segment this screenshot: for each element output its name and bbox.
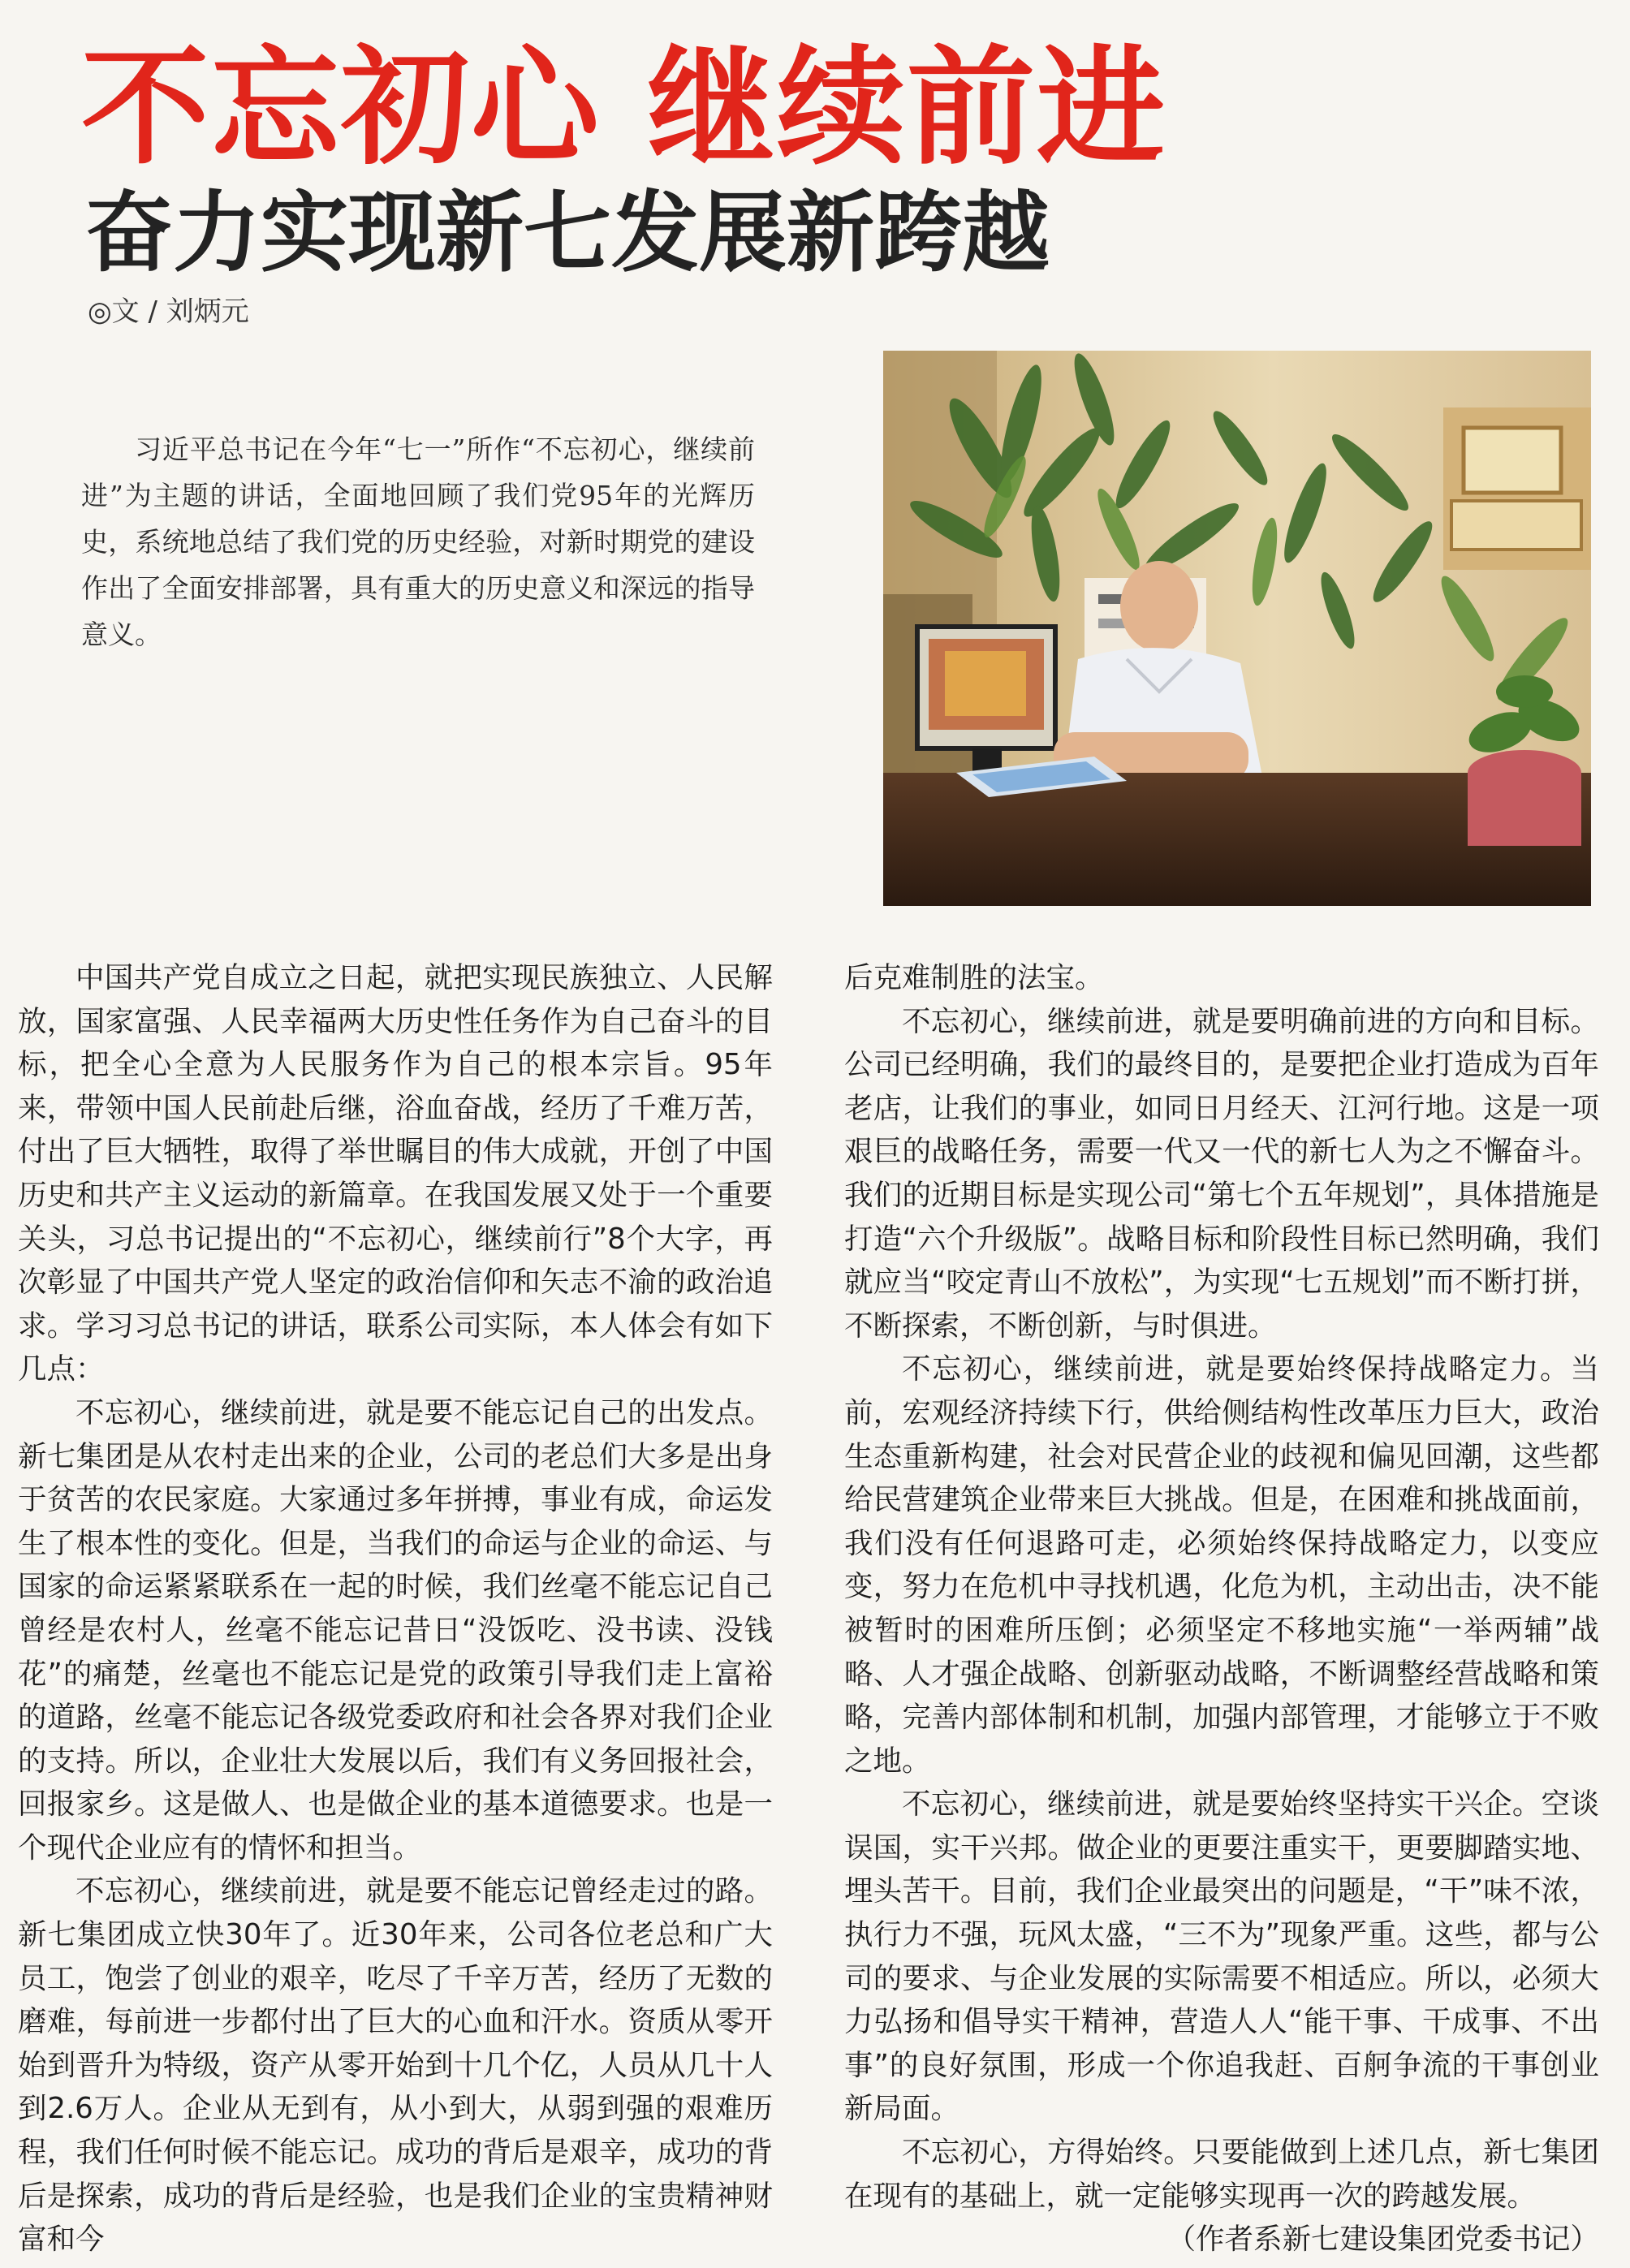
body-paragraph: 中国共产党自成立之日起，就把实现民族独立、人民解放，国家富强、人民幸福两大历史性任务作为自己奋斗的目标，把全心全意为人民服务作为自己的根本宗旨。95年来，带领中国人民前赴后继，浴血奋战，经历了千难万苦，付出了巨大牺牲，取得了举世瞩目的伟大成就，开创了中国历史和共产主义运动的新篇章。在我国发展又处于一个重要关头，习总书记提出的“不忘初心，继续前行”8个大字，再次彰显了中国共产党人坚定的政治信仰和矢志不渝的政治追求。学习习总书记的讲话，联系公司实际，本人体会有如下几点：: [18, 961, 773, 1386]
author-note: （作者系新七建设集团党委书记）: [1166, 2223, 1599, 2257]
body-paragraph: 不忘初心，继续前进，就是要始终坚持实干兴企。空谈误国，实干兴邦。做企业的更要注重实干，更要脚踏实地、埋头苦干。目前，我们企业最突出的问题是，“干”味不浓，执行力不强，玩风太盛，“三不为”现象严重。这些，都与公司的要求、与企业发展的实际需要不相适应。所以，必须大力弘扬和倡导实干精神，营造人人“能干事、干成事、不出事”的良好氛围，形成一个你追我赶、百舸争流的干事创业新局面。: [844, 1787, 1599, 2126]
body-paragraph: 后克难制胜的法宝。: [844, 961, 1104, 994]
body-paragraph: 不忘初心，继续前进，就是要不能忘记曾经走过的路。新七集团成立快30年了。近30年来，公司各位老总和广大员工，饱尝了创业的艰辛，吃尽了千辛万苦，经历了无数的磨难，每前进一步都付出了巨大的心血和汗水。资质从零开始到晋升为特级，资产从零开始到十几个亿，人员从几十人到2.6万人。企业从无到有，从小到大，从弱到强的艰难历程，我们任何时候不能忘记。成功的背后是艰辛，成功的背后是探索，成功的背后是经验，也是我们企业的宝贵精神财富和今: [18, 1874, 773, 2257]
article-body-right-column: [844, 956, 1599, 2262]
article-body-left-column: [18, 956, 773, 2262]
article-subtitle: 奋力实现新七发展新跨越: [85, 183, 1050, 284]
body-paragraph: 不忘初心，方得始终。只要能做到上述几点，新七集团在现有的基础上，就一定能够实现再一次的跨越发展。: [844, 2136, 1599, 2213]
article-byline: ◎文 / 刘炳元: [88, 295, 249, 328]
article-intro: 习近平总书记在今年“七一”所作“不忘初心，继续前进”为主题的讲话，全面地回顾了我们党95年的光辉历史，系统地总结了我们党的历史经验，对新时期党的建设作出了全面安排部署，具有重大的历史意义和深远的指导意义。: [81, 433, 755, 650]
article-title: 不忘初心 继续前进: [81, 33, 1167, 183]
article-photo: [883, 351, 1591, 906]
body-paragraph: 不忘初心，继续前进，就是要始终保持战略定力。当前，宏观经济持续下行，供给侧结构性改革压力巨大，政治生态重新构建，社会对民营企业的歧视和偏见回潮，这些都给民营建筑企业带来巨大挑战。但是，在困难和挑战面前，我们没有任何退路可走，必须始终保持战略定力，以变应变，努力在危机中寻找机遇，化危为机，主动出击，决不能被暂时的困难所压倒；必须坚定不移地实施“一举两辅”战略、人才强企战略、创新驱动战略，不断调整经营战略和策略，完善内部体制和机制，加强内部管理，才能够立于不败之地。: [844, 1352, 1599, 1778]
body-paragraph: 不忘初心，继续前进，就是要不能忘记自己的出发点。新七集团是从农村走出来的企业，公司的老总们大多是出身于贫苦的农民家庭。大家通过多年拼搏，事业有成，命运发生了根本性的变化。但是，当我们的命运与企业的命运、与国家的命运紧紧联系在一起的时候，我们丝毫不能忘记自己曾经是农村人，丝毫不能忘记昔日“没饭吃、没书读、没钱花”的痛楚，丝毫也不能忘记是党的政策引导我们走上富裕的道路，丝毫不能忘记各级党委政府和社会各界对我们企业的支持。所以，企业壮大发展以后，我们有义务回报社会，回报家乡。这是做人、也是做企业的基本道德要求。也是一个现代企业应有的情怀和担当。: [18, 1395, 773, 1865]
body-paragraph: 不忘初心，继续前进，就是要明确前进的方向和目标。公司已经明确，我们的最终目的，是要把企业打造成为百年老店，让我们的事业，如同日月经天、江河行地。这是一项艰巨的战略任务，需要一代又一代的新七人为之不懈奋斗。我们的近期目标是实现公司“第七个五年规划”，具体措施是打造“六个升级版”。战略目标和阶段性目标已然明确，我们就应当“咬定青山不放松”，为实现“七五规划”而不断打拼，不断探索，不断创新，与时俱进。: [844, 1004, 1599, 1343]
